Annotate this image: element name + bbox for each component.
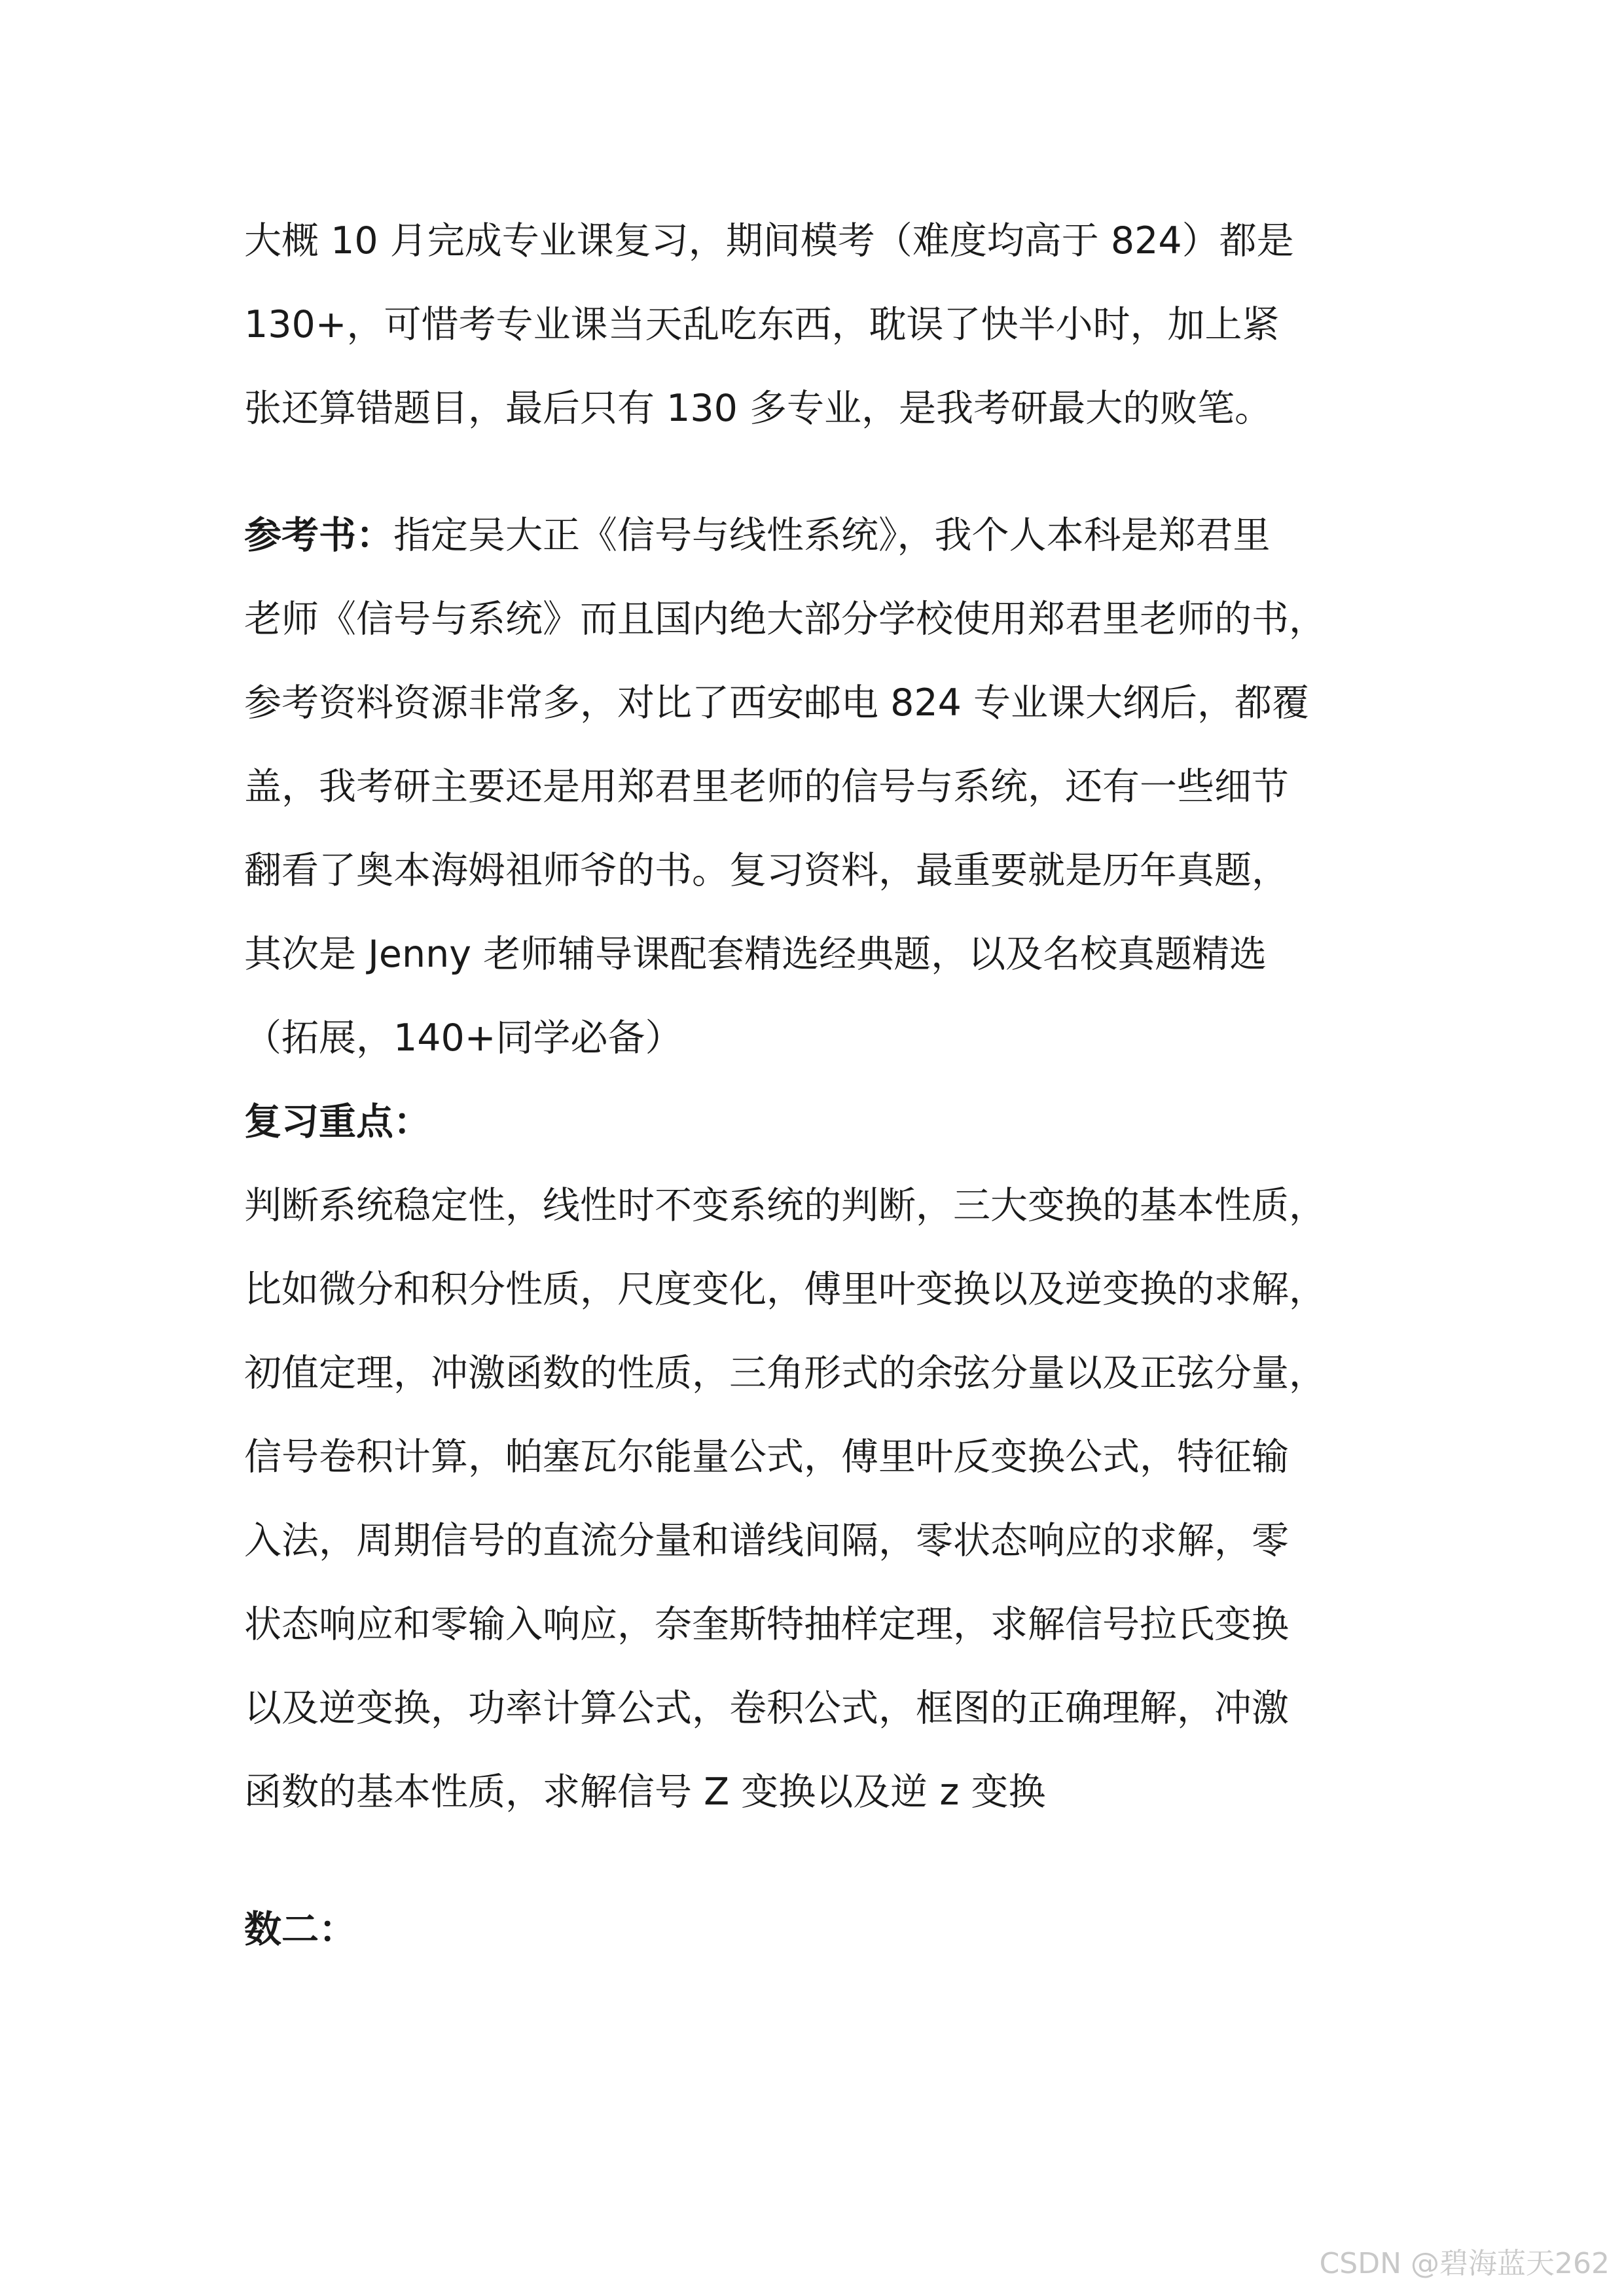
reference-books-label: 参考书：: [244, 514, 393, 557]
reference-books-first-line-text: 指定吴大正《信号与线性系统》，我个人本科是郑君里: [393, 514, 1271, 557]
reference-books-line-1: [244, 509, 1271, 562]
intro-line-2: 130+，可惜考专业课当天乱吃东西，耽误了快半小时，加上紧: [244, 303, 1280, 346]
review-focus-line-8: 函数的基本性质，求解信号 Z 变换以及逆 z 变换: [244, 1770, 1046, 1814]
reference-books-line-6: 其次是 Jenny 老师辅导课配套精选经典题，以及名校真题精选: [244, 933, 1267, 976]
intro-line-3: 张还算错题目，最后只有 130 多专业，是我考研最大的败笔。: [244, 387, 1272, 430]
intro-line-1: 大概 10 月完成专业课复习，期间模考（难度均高于 824）都是: [244, 219, 1294, 262]
review-focus-line-5: 入法，周期信号的直流分量和谱线间隔，零状态响应的求解，零: [244, 1519, 1289, 1562]
review-focus-line-6: 状态响应和零输入响应，奈奎斯特抽样定理，求解信号拉氏变换: [244, 1603, 1289, 1646]
review-focus-line-3: 初值定理，冲激函数的性质，三角形式的余弦分量以及正弦分量，: [244, 1352, 1326, 1395]
review-focus-line-1: 判断系统稳定性，线性时不变系统的判断，三大变换的基本性质，: [244, 1184, 1326, 1227]
csdn-watermark: CSDN @碧海蓝天262: [1319, 2247, 1610, 2280]
reference-books-line-5: 翻看了奥本海姆祖师爷的书。复习资料，最重要就是历年真题，: [244, 849, 1289, 892]
reference-books-line-3: 参考资料资源非常多，对比了西安邮电 824 专业课大纲后，都覆: [244, 681, 1310, 725]
reference-books-line-2: 老师《信号与系统》而且国内绝大部分学校使用郑君里老师的书，: [244, 598, 1326, 641]
review-focus-line-7: 以及逆变换，功率计算公式，卷积公式，框图的正确理解，冲激: [244, 1687, 1289, 1730]
math-section-heading: 数二：: [244, 1908, 356, 1951]
review-focus-line-4: 信号卷积计算，帕塞瓦尔能量公式，傅里叶反变换公式，特征输: [244, 1435, 1289, 1479]
reference-books-line-4: 盖，我考研主要还是用郑君里老师的信号与系统，还有一些细节: [244, 765, 1289, 808]
review-focus-heading: 复习重点：: [244, 1100, 431, 1143]
reference-books-line-7: （拓展，140+同学必备）: [244, 1016, 683, 1060]
review-focus-line-2: 比如微分和积分性质，尺度变化，傅里叶变换以及逆变换的求解，: [244, 1268, 1326, 1311]
